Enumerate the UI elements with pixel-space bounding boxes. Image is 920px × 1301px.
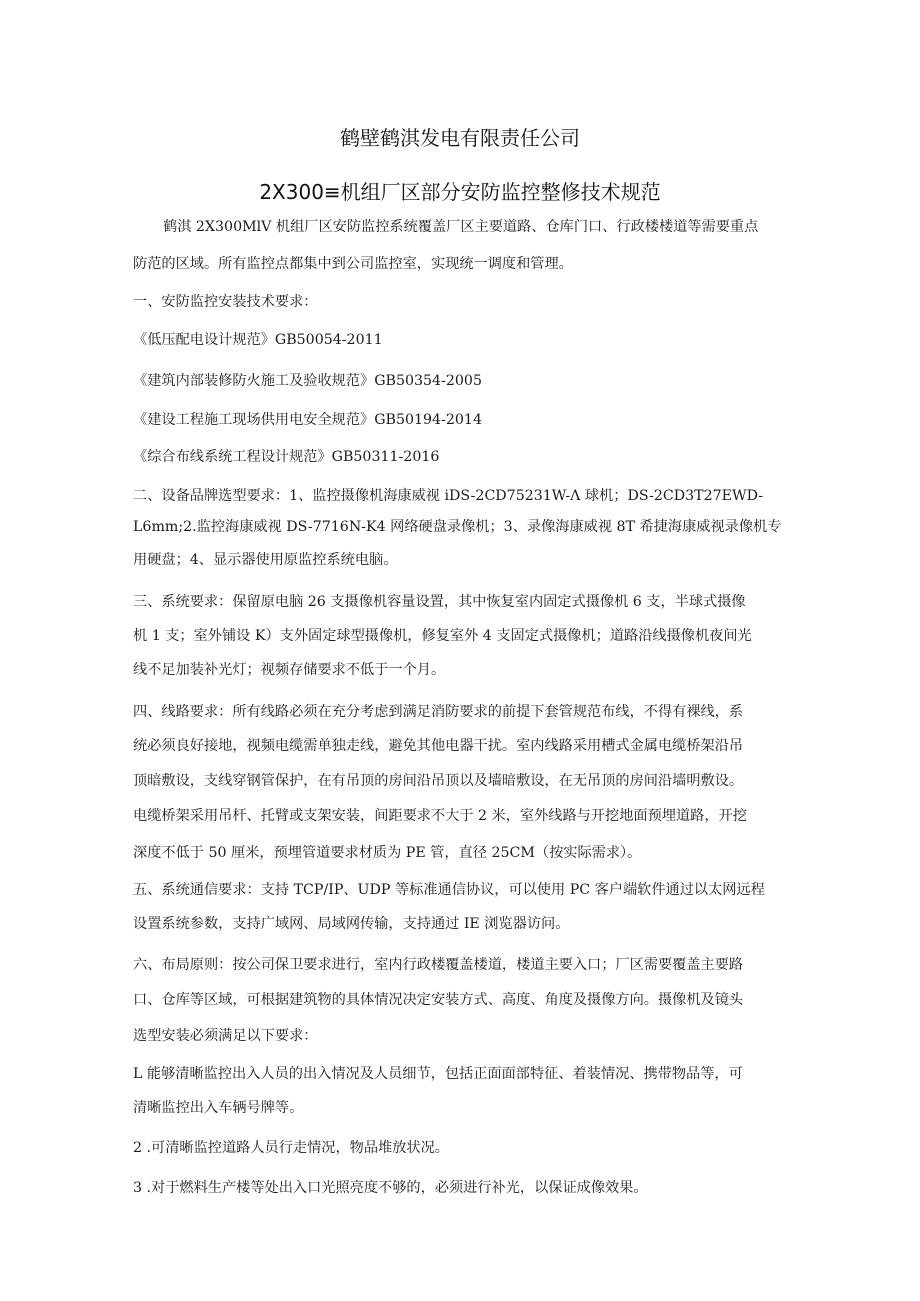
section-4-line-3: 顶暗敷设，支线穿钢管保护，在有吊顶的房间沿吊顶以及墙暗敷设，在无吊顶的房间沿墙明敷设。 <box>133 773 744 789</box>
section-2-line-3: 用硬盘；4、显示器使用原监控系统电脑。 <box>133 552 398 568</box>
intro-line-2: 防范的区域。所有监控点都集中到公司监控室，实现统一调度和管理。 <box>133 256 573 272</box>
section-4-line-2: 统必须良好接地，视频电缆需单独走线，避免其他电器干扰。室内线路采用槽式金属电缆桥架沿吊 <box>133 738 744 754</box>
section-3-line-2: 机 1 支；室外铺设 K）支外固定球型摄像机，修复室外 4 支固定式摄像机；道路沿线摄像机夜间光 <box>133 628 752 644</box>
intro-line-1: 鹤淇 2X300MlV 机组厂区安防监控系统覆盖厂区主要道路、仓库门口、行政楼楼道等需要重点 <box>163 219 759 235</box>
section-3-line-1: 三、系统要求：保留原电脑 26 支摄像机容量设置，其中恢复室内固定式摄像机 6 支，半球式摄像 <box>133 594 746 610</box>
section-5-line-2: 设置系统参数，支持广域网、局域网传输，支持通过 IE 浏览器访问。 <box>133 916 570 932</box>
section-4-line-1: 四、线路要求：所有线路必须在充分考虑到满足消防要求的前提下套管规范布线，不得有裸线，系 <box>133 704 744 720</box>
requirement-item-1-line-2: 清晰监控出入车辆号牌等。 <box>133 1100 304 1116</box>
requirement-item-1-line-1: L 能够清晰监控出入人员的出入情况及人员细节，包括正面面部特征、着装情况、携带物品等，可 <box>133 1066 743 1082</box>
standard-item: 《综合布线系统工程设计规范》GB50311-2016 <box>133 449 440 465</box>
section-2-line-1: 二、设备品牌选型要求：1、监控摄像机海康威视 iDS-2CD75231W-Λ 球机；DS-2CD3T27EWD- <box>133 488 764 504</box>
section-6-line-1: 六、布局原则：按公司保卫要求进行，室内行政楼覆盖楼道，楼道主要入口；厂区需要覆盖主要路 <box>133 957 744 973</box>
section-1-heading: 一、安防监控安装技术要求： <box>133 294 318 310</box>
section-6-line-3: 选型安装必须满足以下要求： <box>133 1028 318 1044</box>
section-3-line-3: 线不足加装补光灯；视频存储要求不低于一个月。 <box>133 662 446 678</box>
section-2-line-2: L6mm;2.监控海康威视 DS-7716N-K4 网络硬盘录像机；3、录像海康威视 8T 希捷海康威视录像机专 <box>133 519 782 535</box>
company-title: 鹤壁鹤淇发电有限责任公司 <box>340 126 580 150</box>
requirement-item-2: 2 .可清晰监控道路人员行走情况，物品堆放状况。 <box>133 1140 449 1156</box>
section-4-line-5: 深度不低于 50 厘米，预埋管道要求材质为 PE 管，直径 25CM（按实际需求）。 <box>133 845 642 861</box>
section-4-line-4: 电缆桥架采用吊杆、托臂或支架安装，间距要求不大于 2 米，室外线路与开挖地面预埋道路，开挖 <box>133 808 747 824</box>
section-5-line-1: 五、系统通信要求：支持 TCP/IP、UDP 等标准通信协议，可以使用 PC 客户端软件通过以太网远程 <box>133 882 765 898</box>
standard-item: 《建设工程施工现场供用电安全规范》GB50194-2014 <box>133 412 482 428</box>
standard-item: 《低压配电设计规范》GB50054-2011 <box>133 332 383 348</box>
requirement-item-3: 3 .对于燃料生产楼等处出入口光照亮度不够的，必须进行补光，以保证成像效果。 <box>133 1180 648 1196</box>
section-6-line-2: 口、仓库等区域，可根据建筑物的具体情况决定安装方式、高度、角度及摄像方向。摄像机及镜头 <box>133 992 744 1008</box>
standard-item: 《建筑内部装修防火施工及验收规范》GB50354-2005 <box>133 373 482 389</box>
spec-title: 2X300≡机组厂区部分安防监控整修技术规范 <box>259 180 661 204</box>
